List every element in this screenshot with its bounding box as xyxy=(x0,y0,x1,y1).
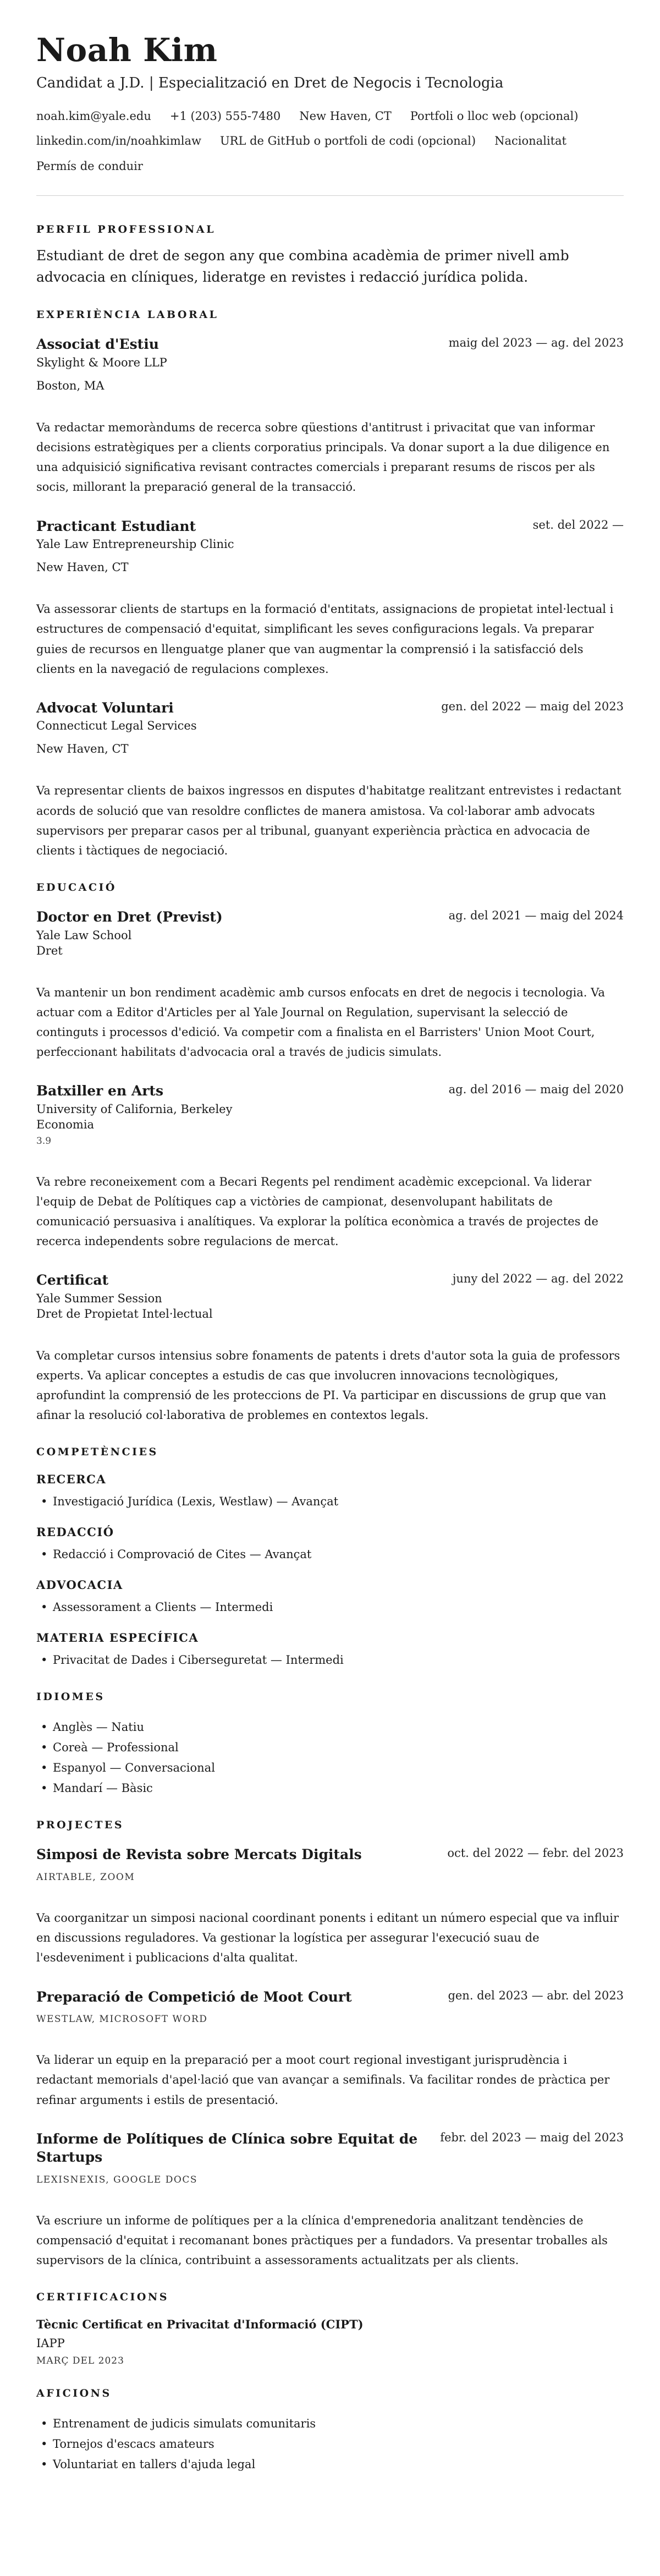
entry-organization: Connecticut Legal Services xyxy=(36,719,197,733)
language-item: • Anglès — Natiu xyxy=(36,1717,624,1738)
entry-description: Va liderar un equip en la preparació per a moot court regional investigant jurisprudència i redactant memorials d'apel·lació que van avançar a semifinals. Va facilitar rondes de pràctica per refinar arguments i estils de presentació. xyxy=(36,2053,610,2107)
entry-title: Certificat xyxy=(36,1272,109,1289)
summary-section xyxy=(36,223,624,288)
skill-list xyxy=(36,1650,624,1670)
contact-linkedin[interactable]: linkedin.com/in/noahkimlaw xyxy=(36,134,201,148)
skill-category: MATERIA ESPECÍFICA xyxy=(36,1630,199,1645)
entry-description: Va coorganitzar un simposi nacional coordinant ponents i editant un número especial que va influir en discussions reguladores. Va gestionar la logística per assegurar l'execució suau de l'esdeveniment i publicacions d'alta qualitat. xyxy=(36,1911,619,1965)
contact-github[interactable]: URL de GitHub o portfoli de codi (opcional) xyxy=(219,134,476,148)
entry-title: Practicant Estudiant xyxy=(36,518,196,534)
entry-organization: Skylight & Moore LLP xyxy=(36,356,167,370)
entry-date: febr. del 2023 — maig del 2023 xyxy=(440,2130,624,2144)
experience-entry xyxy=(36,517,624,679)
resume-header xyxy=(36,33,624,177)
hobby-item: • Entrenament de judicis simulats comunitaris xyxy=(36,2414,624,2434)
skill-item: • Assessorament a Clients — Intermedi xyxy=(36,1597,624,1618)
entry-title: Preparació de Competició de Moot Court xyxy=(36,1988,352,2005)
entry-date: ag. del 2016 — maig del 2020 xyxy=(448,1083,624,1097)
certification-entry xyxy=(36,2317,624,2366)
hobbies-section xyxy=(36,2387,624,2474)
languages-section xyxy=(36,1691,624,1798)
entry-location: New Haven, CT xyxy=(36,742,129,756)
experience-entry xyxy=(36,335,624,497)
project-entry xyxy=(36,1845,624,1967)
entry-date: ag. del 2021 — maig del 2024 xyxy=(448,908,624,922)
project-entry xyxy=(36,2130,624,2271)
candidate-name: Noah Kim xyxy=(36,31,218,69)
contact-portfolio[interactable]: Portfoli o lloc web (opcional) xyxy=(410,109,579,123)
language-item: • Espanyol — Conversacional xyxy=(36,1758,624,1778)
education-entry xyxy=(36,1271,624,1425)
skill-category: ADVOCACIA xyxy=(36,1577,123,1592)
entry-location: New Haven, CT xyxy=(36,561,129,574)
entry-description: Va redactar memoràndums de recerca sobre qüestions d'antitrust i privacitat que van informar decisions estratègiques per a clients corporatius principals. Va donar suport a la due diligence en una adquisició significativa revisant contractes comercials i preparant resums de riscos per als socis, millorant la preparació general de la transacció. xyxy=(36,421,610,494)
entry-date: juny del 2022 — ag. del 2022 xyxy=(452,1272,624,1286)
section-title-skills: COMPETÈNCIES xyxy=(36,1446,158,1459)
entry-location: Boston, MA xyxy=(36,379,105,393)
contact-location: New Haven, CT xyxy=(299,109,392,123)
skill-item: • Redacció i Comprovació de Cites — Avançat xyxy=(36,1544,624,1565)
entry-field: Dret de Propietat Intel·lectual xyxy=(36,1307,213,1321)
entry-institution: Yale Law School xyxy=(36,928,132,942)
skill-list xyxy=(36,1597,624,1618)
contact-phone[interactable]: +1 (203) 555-7480 xyxy=(169,109,281,123)
entry-title: Associat d'Estiu xyxy=(36,336,159,353)
entry-organization: Yale Law Entrepreneurship Clinic xyxy=(36,538,234,551)
skill-item: • Privacitat de Dades i Ciberseguretat — Intermedi xyxy=(36,1650,624,1670)
hobby-item: • Voluntariat en tallers d'ajuda legal xyxy=(36,2454,624,2475)
section-title-summary: PERFIL PROFESSIONAL xyxy=(36,223,216,235)
entry-title: Simposi de Revista sobre Mercats Digitals xyxy=(36,1846,362,1863)
education-entry xyxy=(36,1082,624,1251)
entry-date: gen. del 2022 — maig del 2023 xyxy=(441,699,624,713)
language-list xyxy=(36,1717,624,1798)
section-title-education: EDUCACIÓ xyxy=(36,881,117,894)
certification-issuer: IAPP xyxy=(36,2337,65,2350)
entry-institution: University of California, Berkeley xyxy=(36,1102,233,1116)
entry-description: Va rebre reconeixement com a Becari Regents pel rendiment acadèmic excepcional. Va liderar l'equip de Debat de Polítiques cap a victòries de campionat, desenvolupant habilitats de comunicació persuasiva i analítiques. Va explorar la política econòmica a través de projectes de recerca independents sobre regulacions de mercat. xyxy=(36,1175,598,1248)
entry-title: Advocat Voluntari xyxy=(36,699,174,716)
entry-title: Informe de Polítiques de Clínica sobre Equitat de Startups xyxy=(36,2130,418,2166)
section-title-experience: EXPERIÈNCIA LABORAL xyxy=(36,309,219,321)
hobby-item: • Tornejos d'escacs amateurs xyxy=(36,2434,624,2454)
summary-text: Estudiant de dret de segon any que combina acadèmia de primer nivell amb advocacia en clíniques, lideratge en revistes i redacció jurídica polida. xyxy=(36,247,569,285)
entry-date: oct. del 2022 — febr. del 2023 xyxy=(447,1846,624,1860)
entry-date: gen. del 2023 — abr. del 2023 xyxy=(448,1988,624,2002)
entry-grade: 3.9 xyxy=(36,1135,52,1147)
language-item: • Coreà — Professional xyxy=(36,1738,624,1758)
skill-category: RECERCA xyxy=(36,1472,107,1487)
section-title-hobbies: AFICIONS xyxy=(36,2387,112,2400)
entry-description: Va escriure un informe de polítiques per a la clínica d'emprenedoria analitzant tendències de compensació d'equitat i recomanant bones pràctiques per a fundadors. Va presentar troballes als supervisors de la clínica, contribuint a assessoraments actualitzats per als clients. xyxy=(36,2214,608,2267)
experience-section xyxy=(36,309,624,861)
entry-field: Dret xyxy=(36,944,63,957)
contact-nationality: Nacionalitat xyxy=(494,134,566,148)
skill-category: REDACCIÓ xyxy=(36,1525,114,1539)
education-section xyxy=(36,881,624,1426)
entry-description: Va representar clients de baixos ingressos en disputes d'habitatge realitzant entrevistes i redactant acords de solució que van resoldre conflictes de manera amistosa. Va col·laborar amb advocats supervisors per preparar casos per al tribunal, guanyant experiència pràctica en advocacia de clients i tàctiques de negociació. xyxy=(36,784,622,857)
contact-info xyxy=(36,107,624,177)
education-entry xyxy=(36,908,624,1062)
candidate-subtitle: Candidat a J.D. | Especialització en Dret de Negocis i Tecnologia xyxy=(36,74,504,91)
contact-driving-license: Permís de conduir xyxy=(36,160,143,173)
entry-date: set. del 2022 — xyxy=(532,518,624,531)
entry-description: Va completar cursos intensius sobre fonaments de patents i drets d'autor sota la guia de professors experts. Va aplicar conceptes a estudis de cas que involucren innovacions tecnològiques, aprofundint la comprensió de les proteccions de PI. Va participar en discussions de grup que van afinar la resolució col·laborativa de problemes en contextos legals. xyxy=(36,1349,620,1422)
entry-technologies: AIRTABLE, ZOOM xyxy=(36,1872,135,1883)
section-title-certifications: CERTIFICACIONS xyxy=(36,2291,169,2304)
skill-list xyxy=(36,1544,624,1565)
project-entry xyxy=(36,1988,624,2110)
certification-date: MARÇ DEL 2023 xyxy=(36,2355,124,2367)
entry-description: Va assessorar clients de startups en la formació d'entitats, assignacions de propietat intel·lectual i estructures de compensació d'equitat, simplificant les seves configuracions legals. Va preparar guies de recursos en llenguatge planer que van augmentar la comprensió i la satisfacció dels clients en la navegació de regulacions complexes. xyxy=(36,602,614,676)
certification-name: Tècnic Certificat en Privacitat d'Informació (CIPT) xyxy=(36,2317,364,2332)
entry-description: Va mantenir un bon rendiment acadèmic amb cursos enfocats en dret de negocis i tecnologia. Va actuar com a Editor d'Articles per al Yale Journal on Regulation, supervisant la selecció de continguts i processos d'edició. Va competir com a finalista en el Barristers' Union Moot Court, perfeccionant habilitats d'advocacia oral a través de judicis simulats. xyxy=(36,985,605,1059)
entry-technologies: LEXISNEXIS, GOOGLE DOCS xyxy=(36,2174,197,2186)
entry-title: Doctor en Dret (Previst) xyxy=(36,908,223,925)
section-title-projects: PROJECTES xyxy=(36,1819,124,1832)
certifications-section xyxy=(36,2291,624,2366)
header-divider xyxy=(36,195,624,196)
experience-entry xyxy=(36,699,624,861)
entry-field: Economia xyxy=(36,1117,95,1131)
section-title-languages: IDIOMES xyxy=(36,1691,105,1703)
entry-institution: Yale Summer Session xyxy=(36,1292,162,1306)
language-item: • Mandarí — Bàsic xyxy=(36,1778,624,1799)
entry-date: maig del 2023 — ag. del 2023 xyxy=(448,336,624,350)
projects-section xyxy=(36,1819,624,2270)
skill-list xyxy=(36,1492,624,1512)
skills-section xyxy=(36,1446,624,1670)
entry-technologies: WESTLAW, MICROSOFT WORD xyxy=(36,2014,208,2025)
entry-title: Batxiller en Arts xyxy=(36,1083,164,1099)
contact-email[interactable]: noah.kim@yale.edu xyxy=(36,109,151,123)
hobby-list xyxy=(36,2414,624,2474)
skill-item: • Investigació Jurídica (Lexis, Westlaw) — Avançat xyxy=(36,1492,624,1512)
